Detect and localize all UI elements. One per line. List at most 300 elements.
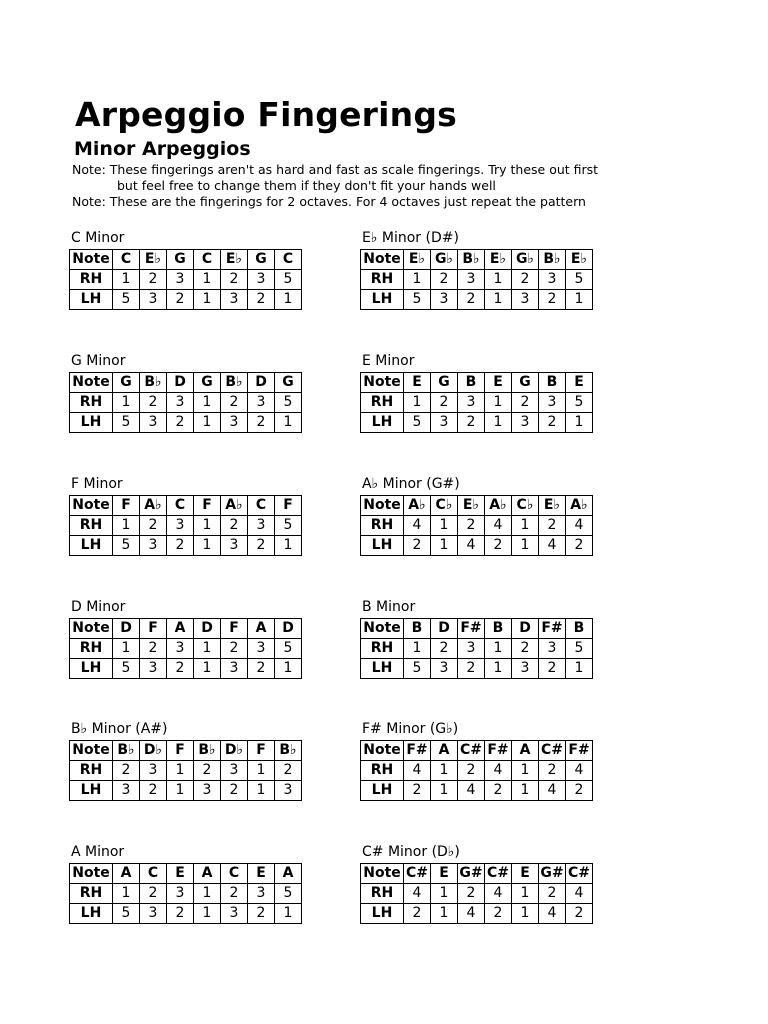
note-cell: F [221,619,248,639]
finger-cell: 3 [221,659,248,679]
arpeggio-title: A Minor [71,844,125,860]
note-cell: G [512,373,539,393]
arpeggio-title: B Minor [362,599,416,615]
finger-cell: 1 [431,516,458,536]
row-label: Note [70,619,113,639]
finger-cell: 3 [248,516,275,536]
finger-cell: 1 [566,290,593,310]
arpeggio-block [69,229,309,310]
finger-cell: 2 [431,270,458,290]
finger-cell: 5 [113,290,140,310]
left-hand-row [361,290,593,310]
finger-cell: 1 [485,639,512,659]
note-cell: C♭ [431,496,458,516]
note-cell: G [275,373,302,393]
fingering-table [69,863,302,924]
arpeggio-title: E♭ Minor (D#) [362,230,459,246]
finger-cell: 2 [248,536,275,556]
row-label: RH [361,761,404,781]
finger-cell: 2 [539,884,566,904]
finger-cell: 1 [113,639,140,659]
arpeggio-block [69,475,309,556]
note-cell: D [512,619,539,639]
fingering-table [69,249,302,310]
note-cell: E [248,864,275,884]
note-cell: C♭ [512,496,539,516]
finger-cell: 3 [140,413,167,433]
fingering-table [360,863,593,924]
arpeggio-title: G Minor [71,353,126,369]
note-cell: C [140,864,167,884]
finger-cell: 3 [539,639,566,659]
note-cell: G♭ [512,250,539,270]
finger-cell: 5 [404,659,431,679]
row-label: Note [70,496,113,516]
finger-cell: 2 [167,413,194,433]
finger-cell: 2 [431,639,458,659]
finger-cell: 2 [539,516,566,536]
row-label: Note [361,864,404,884]
finger-cell: 2 [566,904,593,924]
note-cell: B [404,619,431,639]
note-cell: D♭ [140,741,167,761]
finger-cell: 2 [140,516,167,536]
right-hand-row [70,393,302,413]
note-cell: A [248,619,275,639]
note-row [70,373,302,393]
finger-cell: 1 [194,536,221,556]
note-cell: C [194,250,221,270]
finger-cell: 5 [113,536,140,556]
left-hand-row [361,781,593,801]
note-cell: G [113,373,140,393]
row-label: RH [361,516,404,536]
finger-cell: 1 [512,904,539,924]
note-cell: A [167,619,194,639]
finger-cell: 2 [431,393,458,413]
note-cell: F# [566,741,593,761]
finger-cell: 1 [404,639,431,659]
note-line: Note: These fingerings aren't as hard and fast as scale fingerings. Try these out first [72,162,599,177]
row-label: LH [361,659,404,679]
note-cell: A♭ [566,496,593,516]
finger-cell: 3 [167,884,194,904]
finger-cell: 1 [113,516,140,536]
fingering-table [69,372,302,433]
note-cell: D♭ [221,741,248,761]
finger-cell: 5 [404,290,431,310]
finger-cell: 2 [248,659,275,679]
finger-cell: 3 [221,413,248,433]
finger-cell: 2 [539,290,566,310]
finger-cell: 2 [140,393,167,413]
finger-cell: 3 [167,639,194,659]
note-row [70,250,302,270]
finger-cell: 4 [539,781,566,801]
finger-cell: 2 [458,516,485,536]
finger-cell: 2 [248,413,275,433]
note-cell: B♭ [275,741,302,761]
row-label: Note [70,741,113,761]
note-cell: D [194,619,221,639]
arpeggio-title: F Minor [71,476,123,492]
finger-cell: 1 [431,761,458,781]
finger-cell: 1 [275,290,302,310]
right-hand-row [361,516,593,536]
note-cell: E♭ [539,496,566,516]
note-cell: A [194,864,221,884]
finger-cell: 2 [539,413,566,433]
finger-cell: 3 [248,270,275,290]
finger-cell: 3 [248,393,275,413]
finger-cell: 1 [485,413,512,433]
row-label: LH [361,536,404,556]
finger-cell: 2 [512,393,539,413]
arpeggio-title: B♭ Minor (A#) [71,721,168,737]
note-cell: C# [485,864,512,884]
finger-cell: 2 [221,639,248,659]
finger-cell: 1 [113,884,140,904]
note-cell: E♭ [485,250,512,270]
note-line: but feel free to change them if they don't fit your hands well [117,178,496,193]
finger-cell: 2 [458,761,485,781]
right-hand-row [361,761,593,781]
finger-cell: 2 [566,536,593,556]
note-cell: F# [458,619,485,639]
note-cell: F# [539,619,566,639]
finger-cell: 3 [431,659,458,679]
finger-cell: 3 [248,639,275,659]
row-label: RH [70,639,113,659]
row-label: Note [361,373,404,393]
finger-cell: 3 [431,413,458,433]
row-label: LH [70,290,113,310]
finger-cell: 4 [404,884,431,904]
finger-cell: 1 [248,761,275,781]
arpeggio-title: C# Minor (D♭) [362,844,460,860]
note-cell: D [431,619,458,639]
fingering-table [69,495,302,556]
finger-cell: 2 [485,536,512,556]
right-hand-row [361,270,593,290]
note-row [361,373,593,393]
note-cell: A [431,741,458,761]
row-label: LH [70,781,113,801]
finger-cell: 2 [512,639,539,659]
right-hand-row [361,639,593,659]
finger-cell: 1 [485,270,512,290]
finger-cell: 2 [275,761,302,781]
finger-cell: 4 [539,536,566,556]
finger-cell: 2 [140,884,167,904]
note-cell: C# [458,741,485,761]
note-cell: G [248,250,275,270]
finger-cell: 1 [431,884,458,904]
finger-cell: 5 [113,659,140,679]
note-line: Note: These are the fingerings for 2 octaves. For 4 octaves just repeat the pattern [72,194,586,209]
finger-cell: 2 [539,761,566,781]
note-cell: C# [539,741,566,761]
row-label: RH [361,639,404,659]
finger-cell: 5 [566,270,593,290]
finger-cell: 3 [458,393,485,413]
note-cell: E [431,864,458,884]
finger-cell: 4 [566,884,593,904]
note-cell: A [512,741,539,761]
finger-cell: 3 [512,413,539,433]
note-cell: E♭ [140,250,167,270]
finger-cell: 1 [194,884,221,904]
finger-cell: 2 [458,413,485,433]
note-cell: B [485,619,512,639]
note-cell: F [140,619,167,639]
finger-cell: 1 [512,884,539,904]
finger-cell: 1 [512,516,539,536]
finger-cell: 2 [566,781,593,801]
finger-cell: 4 [566,516,593,536]
finger-cell: 1 [194,904,221,924]
finger-cell: 4 [485,884,512,904]
arpeggio-block [69,598,309,679]
note-cell: A♭ [485,496,512,516]
note-cell: G# [539,864,566,884]
row-label: RH [70,270,113,290]
finger-cell: 5 [275,639,302,659]
left-hand-row [70,781,302,801]
finger-cell: 1 [566,413,593,433]
finger-cell: 4 [485,516,512,536]
finger-cell: 2 [140,270,167,290]
fingering-table [69,740,302,801]
finger-cell: 2 [221,781,248,801]
note-cell: B♭ [113,741,140,761]
row-label: RH [361,270,404,290]
finger-cell: 1 [167,761,194,781]
finger-cell: 1 [275,659,302,679]
row-label: Note [70,250,113,270]
finger-cell: 1 [275,413,302,433]
note-cell: B♭ [194,741,221,761]
arpeggio-block [69,720,309,801]
arpeggio-title: A♭ Minor (G#) [362,476,460,492]
finger-cell: 4 [404,516,431,536]
arpeggio-block [69,352,309,433]
finger-cell: 1 [485,290,512,310]
finger-cell: 5 [275,884,302,904]
finger-cell: 1 [194,516,221,536]
row-label: LH [361,290,404,310]
note-cell: F [194,496,221,516]
left-hand-row [70,904,302,924]
note-cell: E [485,373,512,393]
row-label: Note [361,619,404,639]
row-label: LH [361,781,404,801]
right-hand-row [70,761,302,781]
note-cell: A♭ [140,496,167,516]
note-cell: F [167,741,194,761]
note-cell: C# [566,864,593,884]
note-cell: G♭ [431,250,458,270]
left-hand-row [70,536,302,556]
arpeggio-block [360,229,600,310]
fingering-table [360,372,593,433]
note-cell: C [248,496,275,516]
finger-cell: 3 [140,761,167,781]
finger-cell: 3 [140,904,167,924]
finger-cell: 1 [194,413,221,433]
finger-cell: 1 [512,536,539,556]
finger-cell: 3 [458,270,485,290]
finger-cell: 1 [113,393,140,413]
note-cell: F [275,496,302,516]
finger-cell: 4 [458,904,485,924]
note-cell: G [431,373,458,393]
finger-cell: 2 [113,761,140,781]
note-cell: D [113,619,140,639]
finger-cell: 2 [458,659,485,679]
finger-cell: 3 [194,781,221,801]
note-row [70,619,302,639]
finger-cell: 1 [566,659,593,679]
arpeggio-block [360,352,600,433]
finger-cell: 3 [221,536,248,556]
row-label: RH [361,393,404,413]
note-cell: B [458,373,485,393]
finger-cell: 1 [194,659,221,679]
note-cell: F [113,496,140,516]
row-label: LH [70,413,113,433]
finger-cell: 3 [167,270,194,290]
note-cell: D [167,373,194,393]
page-subtitle: Minor Arpeggios [74,138,251,160]
note-cell: E♭ [221,250,248,270]
finger-cell: 1 [485,393,512,413]
finger-cell: 3 [140,659,167,679]
finger-cell: 2 [248,290,275,310]
arpeggio-title: C Minor [71,230,125,246]
finger-cell: 1 [512,781,539,801]
row-label: LH [361,413,404,433]
finger-cell: 3 [458,639,485,659]
finger-cell: 5 [566,393,593,413]
finger-cell: 4 [458,781,485,801]
finger-cell: 3 [140,536,167,556]
finger-cell: 1 [404,270,431,290]
row-label: Note [361,250,404,270]
note-cell: E♭ [458,496,485,516]
note-cell: B♭ [221,373,248,393]
arpeggio-block [360,843,600,924]
note-cell: B [539,373,566,393]
row-label: Note [361,741,404,761]
row-label: RH [361,884,404,904]
finger-cell: 2 [140,781,167,801]
finger-cell: 5 [275,393,302,413]
finger-cell: 2 [194,761,221,781]
left-hand-row [361,536,593,556]
finger-cell: 1 [404,393,431,413]
finger-cell: 3 [512,659,539,679]
finger-cell: 5 [566,639,593,659]
note-cell: E [404,373,431,393]
finger-cell: 3 [221,761,248,781]
finger-cell: 1 [194,270,221,290]
right-hand-row [70,639,302,659]
arpeggio-block [360,598,600,679]
finger-cell: 4 [458,536,485,556]
finger-cell: 2 [404,904,431,924]
note-cell: G# [458,864,485,884]
right-hand-row [70,270,302,290]
finger-cell: 2 [167,290,194,310]
note-cell: E [566,373,593,393]
finger-cell: 3 [140,290,167,310]
row-label: Note [70,864,113,884]
finger-cell: 2 [221,270,248,290]
note-row [70,864,302,884]
row-label: RH [70,761,113,781]
finger-cell: 3 [167,393,194,413]
note-cell: E♭ [404,250,431,270]
note-cell: A [113,864,140,884]
left-hand-row [361,904,593,924]
finger-cell: 2 [221,516,248,536]
arpeggio-block [360,475,600,556]
finger-cell: 5 [113,413,140,433]
fingering-table [69,618,302,679]
note-cell: A [275,864,302,884]
finger-cell: 1 [194,290,221,310]
right-hand-row [70,516,302,536]
row-label: Note [70,373,113,393]
arpeggio-title: D Minor [71,599,126,615]
finger-cell: 1 [431,781,458,801]
finger-cell: 2 [512,270,539,290]
note-cell: B [566,619,593,639]
finger-cell: 2 [539,659,566,679]
left-hand-row [70,659,302,679]
finger-cell: 1 [275,536,302,556]
fingering-table [360,740,593,801]
note-cell: B♭ [458,250,485,270]
note-cell: F# [485,741,512,761]
note-cell: C [221,864,248,884]
finger-cell: 1 [512,761,539,781]
row-label: LH [70,536,113,556]
page-title: Arpeggio Fingerings [75,95,458,134]
left-hand-row [361,413,593,433]
finger-cell: 2 [404,781,431,801]
row-label: RH [70,393,113,413]
finger-cell: 1 [167,781,194,801]
left-hand-row [70,290,302,310]
row-label: Note [361,496,404,516]
finger-cell: 5 [113,904,140,924]
finger-cell: 1 [431,536,458,556]
note-cell: G [194,373,221,393]
note-cell: E [167,864,194,884]
finger-cell: 4 [485,761,512,781]
note-cell: A♭ [404,496,431,516]
finger-cell: 3 [539,393,566,413]
finger-cell: 1 [275,904,302,924]
finger-cell: 5 [275,516,302,536]
note-cell: B♭ [140,373,167,393]
note-cell: D [275,619,302,639]
row-label: LH [361,904,404,924]
fingering-table [360,249,593,310]
finger-cell: 3 [113,781,140,801]
